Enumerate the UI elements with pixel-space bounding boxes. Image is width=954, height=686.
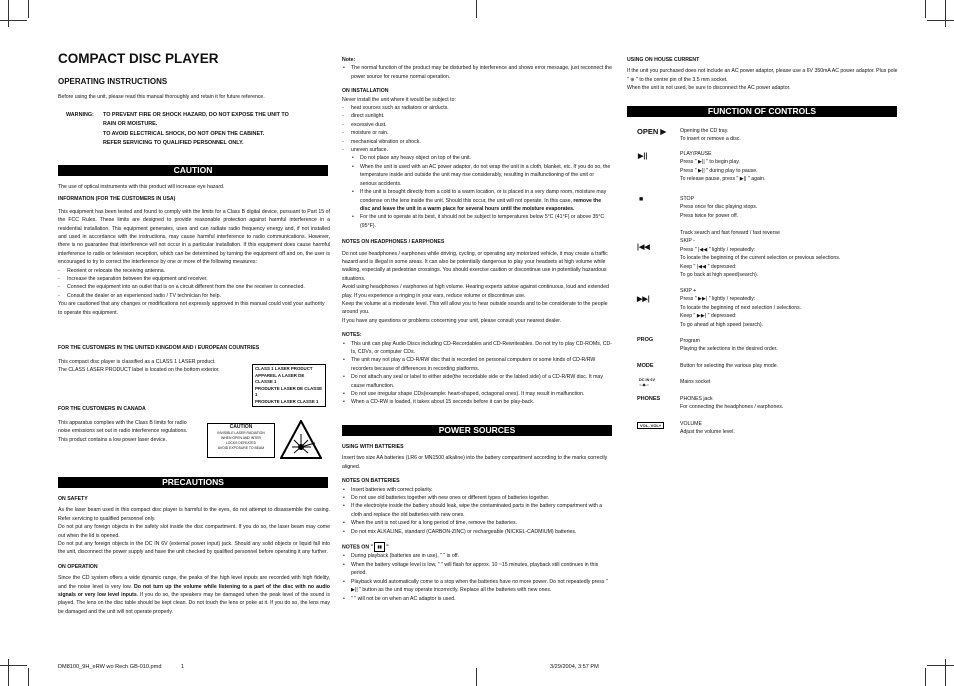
usa-list-item: - Consult the dealer or an experienced radio / TV technician for help. bbox=[58, 292, 330, 300]
phones-label: PHONES bbox=[637, 396, 661, 402]
control-line: SKIP - bbox=[680, 238, 695, 245]
warning-block bbox=[103, 111, 343, 149]
crop-mark bbox=[8, 659, 9, 686]
install-sub-text: If the unit is brought directly from a cold to a warm location, or is placed in a very damp room, moisture may condense on the lens inside the unit. Should this occur, the unit will not operate. In this case, bbox=[360, 189, 607, 204]
left-column bbox=[58, 50, 330, 101]
control-phones-desc bbox=[680, 395, 900, 420]
control-skip-back-desc bbox=[680, 229, 900, 287]
laser-label-line: APPAREIL A LASER DE CLASSE 1 bbox=[255, 372, 305, 384]
laser-label-line: CLASS 1 LASER PRODUCT bbox=[255, 366, 313, 371]
usa-tail: You are cautioned that any changes or modifications not expressly approved in this manual could void your authority to operate this equipment. bbox=[58, 301, 325, 316]
dc-in-icon: DC IN 6V ○-◈-○ bbox=[639, 378, 656, 387]
headphones-text: Do not use headphones / earphones while driving, cycling, or operating any motorized vehicle, it may create a traffic hazard and is illegal in some areas. It can also be potentially dangerous to play your headsets at high volume while walking, especially at pedestrian crossings. You should exercise caution or discontinue use in potentially hazardous situations. bbox=[342, 250, 608, 282]
warning-line: REFER SERVICING TO QUALIFIED PERSONNEL ONLY. bbox=[103, 140, 244, 147]
uk-text-2: The CLASS LASER PRODUCT label is located on the bottom exterior. bbox=[58, 367, 220, 374]
canada-text-block bbox=[58, 419, 198, 444]
footer-file: DM8100_9H_eRW wo Rech GB-010.pmd bbox=[58, 664, 162, 670]
control-line: SKIP + bbox=[680, 288, 697, 294]
control-line: PLAY/PAUSE bbox=[680, 151, 712, 157]
operation-text-b: Do not turn up the volume while listening to a part of the disc with no audio signals or very low level inputs bbox=[58, 583, 330, 599]
control-line: Mains socket bbox=[680, 379, 711, 385]
house-heading: USING ON HOUSE CURRENT bbox=[627, 57, 700, 63]
skip-forward-icon: ▶▶| bbox=[637, 296, 650, 303]
notes-on-item: • " " will not be on when an AC adaptor is used. bbox=[342, 595, 612, 603]
install-item: - mechanical vibration or shock. bbox=[342, 138, 612, 146]
control-line: Press once for disc playing stops. bbox=[680, 204, 758, 211]
precautions-bar: PRECAUTIONS bbox=[58, 477, 328, 488]
control-line: To go ahead at high speed (search). bbox=[680, 321, 764, 328]
install-sub-item bbox=[342, 188, 612, 213]
control-mode-desc bbox=[680, 362, 900, 378]
crop-mark bbox=[8, 0, 9, 27]
notes-item: • When a CD-RW is loaded, it takes about 15 seconds before it can be play-back. bbox=[342, 398, 612, 406]
notes-on-item: • When the battery voltage level is low, " " will flash for approx. 10 ~15 minutes, playback still continues in this period. bbox=[342, 561, 612, 578]
mode-label: MODE bbox=[637, 363, 654, 369]
install-sub-item: • For the unit to operate at its best, it should not be subject to temperatures below 5°C (41°F) or above 35°C (95°F). bbox=[342, 213, 612, 230]
headphones-text-2: Avoid using headphones / earphones at high volume. Hearing experts advise against continuous, loud and extended play. If you experience a ringing in your ears, reduce volume or discontinue use. bbox=[342, 284, 609, 299]
notes-item: • The unit may not play a CD-R/RW disc that is recorded on personal computers or some kinds of CD-R/RW recorders because of differences in recording platforms. bbox=[342, 356, 612, 373]
caution-text: The use of optical instruments with this product will increase eye hazard. bbox=[58, 184, 225, 190]
notes-heading: NOTES: bbox=[342, 332, 362, 339]
control-line: To locate the beginning of next selection / selections. bbox=[680, 304, 802, 311]
caution-bar: CAUTION bbox=[58, 165, 328, 176]
volume-icon: VOL- VOL+ bbox=[637, 422, 664, 429]
usa-list-item: - Increase the separation between the equipment and receiver. bbox=[58, 275, 330, 283]
operation-heading: ON OPERATION bbox=[58, 563, 98, 570]
caution-label-title: CAUTION bbox=[229, 424, 253, 430]
control-line: Playing the selections in the desired order. bbox=[680, 346, 778, 353]
control-skip-forward-desc bbox=[680, 287, 900, 337]
canada-text: This apparatus complies with the Class B limits for radio noise emissions set out in radio interference regulations. bbox=[58, 420, 188, 435]
laser-label-line: PRODUKTE LASER CLASSE 1 bbox=[255, 398, 319, 404]
crop-mark bbox=[0, 665, 27, 666]
usa-list-item: - Reorient or relocate the receiving antenna. bbox=[58, 267, 330, 275]
operation-text-c: . If you do so, the speakers may be damaged when the peak level of the sound is played. The lens on the disc table should be kept clean. Do not touch the lens or poke at it. If you do so, the lens may be damaged and the unit will not operate properly. bbox=[58, 592, 330, 615]
crop-mark bbox=[927, 665, 954, 666]
control-line: Adjust the volume level. bbox=[680, 429, 735, 436]
battery-item: • When the unit is not used for a long period of time, remove the batteries. bbox=[342, 519, 612, 527]
control-line: To go back at high speed(search). bbox=[680, 272, 759, 279]
right-column-top bbox=[627, 56, 899, 93]
control-line: Press " ▶|| " during play to pause. bbox=[680, 167, 758, 174]
class1-laser-label bbox=[252, 364, 326, 407]
caution-label-line: INVISIBLE LASER RADIATION bbox=[217, 431, 265, 435]
safety-p3: Do not put any foreign objects in the DC IN 6V (external power input) jack. Should any solid objects or liquid fall into the unit, disconnect the power supply and have the unit checked by qualified personnel before operating it any further. bbox=[58, 541, 330, 556]
notes-on-heading: NOTES ON " bbox=[342, 544, 373, 551]
install-item: - heat sources such as radiators or airducts. bbox=[342, 104, 612, 112]
house-text-2: When the unit is not used, be sure to disconnect the AC power adaptor. bbox=[627, 85, 791, 92]
crop-mark bbox=[476, 0, 477, 18]
safety-p2: Do not put any foreign objects in the safety slot inside the disc compartment. If you do so, the laser beam may come out when the lid is opened. bbox=[58, 524, 330, 539]
crop-mark bbox=[0, 20, 27, 21]
control-open-desc bbox=[680, 127, 900, 150]
notes-item: • This unit can play Audio Discs including CD-Recordables and CD-Rewriteables. Do not try to play CD-ROMs, CD-Is, CDVs, or computer CDs. bbox=[342, 340, 612, 357]
play-pause-icon: ▶|| bbox=[638, 153, 648, 160]
notes-on-item: • Playback would automatically come to a stop when the batteries have no more power. Do not repeatedly press " ▶|| " button as the unit may operate incorrectly. Replace all the batteries with new ones. bbox=[342, 578, 612, 595]
warning-line: RAIN OR MOISTURE. bbox=[103, 121, 158, 128]
open-icon: OPEN ▶ bbox=[637, 127, 667, 136]
control-stop-desc bbox=[680, 195, 900, 229]
control-line: To locate the beginning of the current selection or previous selections. bbox=[680, 255, 841, 262]
crop-mark bbox=[925, 0, 926, 18]
control-volume-desc bbox=[680, 420, 900, 437]
usa-list-item: - Connect the equipment into an outlet that is on a circuit different from the one the receiver is connected. bbox=[58, 283, 330, 291]
crop-mark bbox=[28, 0, 29, 18]
control-line: Button for selecting the various play mode. bbox=[680, 363, 779, 369]
notes-batteries-heading: NOTES ON BATTERIES bbox=[342, 478, 400, 485]
footer-page: 1 bbox=[181, 664, 185, 670]
prog-label: PROG bbox=[637, 337, 654, 343]
caution-section bbox=[58, 183, 330, 317]
control-line: VOLUME bbox=[680, 421, 702, 427]
crop-mark bbox=[945, 659, 946, 686]
caution-label-line: LOCKS DEFEATED bbox=[225, 441, 257, 445]
install-heading: ON INSTALLATION bbox=[342, 88, 389, 95]
control-line: To insert or remove a disc. bbox=[680, 136, 741, 143]
operation-paragraph bbox=[58, 574, 330, 616]
caution-label-line: WHEN OPEN AND INTER bbox=[221, 436, 261, 440]
note-item: • The normal function of the product may be disturbed by interference and shows error message, just reconnect the power source for resume normal operation. bbox=[342, 64, 612, 81]
warning-label: WARNING: bbox=[66, 112, 94, 118]
uk-text-block bbox=[58, 358, 234, 375]
warning-line: TO PREVENT FIRE OR SHOCK HAZARD, DO NOT EXPOSE THE UNIT TO bbox=[103, 112, 289, 118]
skip-back-icon: |◀◀ bbox=[637, 244, 650, 251]
warning-line: TO AVOID ELECTRICAL SHOCK, DO NOT OPEN THE CABINET. bbox=[103, 130, 265, 137]
control-line: To release pause, press " ▶|| " again. bbox=[680, 176, 766, 183]
control-line: Track search and fast forward / fast reverse bbox=[680, 230, 780, 236]
crop-mark bbox=[925, 668, 926, 686]
battery-item: • Do not use old batteries together with new ones or different types of batteries together. bbox=[342, 494, 612, 502]
uk-text-1: This compact disc player is classified as a CLASS 1 LASER product. bbox=[58, 359, 216, 365]
precautions-section bbox=[58, 495, 330, 616]
controls-descriptions bbox=[680, 127, 900, 437]
install-sub-item: • Do not place any heavy object on top of the unit. bbox=[342, 154, 612, 162]
middle-column bbox=[342, 56, 612, 407]
canada-heading: FOR THE CUSTOMERS IN CANADA bbox=[58, 406, 146, 412]
control-line: STOP bbox=[680, 196, 695, 202]
power-section bbox=[342, 443, 612, 603]
laser-label-line: PRODUKTE LASER DE CLASSE 1 bbox=[255, 385, 323, 397]
battery-item: • If the electrolyte inside the battery should leak, wipe the contaminated parts in the battery compartment with a cloth and replace the old batteries with new ones. bbox=[342, 502, 612, 519]
function-controls-bar: FUNCTION OF CONTROLS bbox=[627, 106, 897, 117]
page-title: COMPACT DISC PLAYER bbox=[58, 51, 219, 66]
laser-warning-icon bbox=[280, 420, 322, 460]
usa-heading: INFORMATION (FOR THE CUSTOMERS IN USA) bbox=[58, 196, 176, 203]
house-text: If the unit you purchased does not include an AC power adaptor, please use a 6V 350mA AC power adaptor. Plus pole " ⊕ " to the centre pin of the 3.5 mm socket. bbox=[627, 68, 898, 83]
crop-mark bbox=[28, 668, 29, 686]
crop-mark bbox=[945, 0, 946, 27]
control-line: Keep " |◀◀ " depressed: bbox=[680, 263, 737, 270]
headphones-text-3: Keep the volume at a moderate level. This will allow you to hear outside sounds and to be considerate to the people around you. bbox=[342, 300, 608, 316]
control-line: Press twice for power off. bbox=[680, 212, 739, 219]
safety-p1: As the laser beam used in this compact disc player is harmful to the eyes, do not attempt to disassemble the casing. Refer servicing to qualified personnel only. bbox=[58, 507, 330, 522]
control-line: Program bbox=[680, 338, 700, 344]
laser-caution-label bbox=[207, 423, 275, 458]
battery-item: • Insert batteries with correct polarity. bbox=[342, 486, 612, 494]
install-sub-item: • When the unit is used with an AC power adaptor, do not wrap the unit in a cloth, blanket, etc. If you do so, the temperature inside and outside the unit may rise considerably, resulting in malfunctioning of the unit or serious accidents. bbox=[342, 163, 612, 188]
control-prog-desc bbox=[680, 337, 900, 362]
headphones-text-4: If you have any questions or problems concerning your unit, please consult your nearest dealer. bbox=[342, 317, 562, 324]
install-item: - uneven surface. bbox=[342, 146, 612, 154]
install-item: - moisture or rain. bbox=[342, 129, 612, 137]
dc-in-label: DC IN 6V bbox=[639, 378, 656, 382]
operating-heading: OPERATING INSTRUCTIONS bbox=[58, 77, 168, 86]
safety-heading: ON SAFETY bbox=[58, 496, 88, 502]
usa-text: This equipment has been tested and found to comply with the limits for a Class B digital device, pursuant to Part 15 of the FCC Rules. These limits are designed to provide reasonable protection against harmful interference in a residential installation. This equipment generates, uses and can radiate radio frequency energy and, if not installed and used in accordance with the instructions, may cause harmful interference to radio communications. However, there is no guarantee that interference will not occur in a particular installation. If this equipment does cause harmful interference to radio or television reception, which can be determined by turning the equipment off and on, the user is encouraged to try to correct the interference by one or more of the following measures: bbox=[58, 208, 330, 266]
control-line: Press " ▶▶| " lightly / repeatedly: bbox=[680, 296, 756, 303]
power-sources-bar: POWER SOURCES bbox=[342, 425, 612, 436]
headphones-heading: NOTES ON HEADPHONES / EARPHONES bbox=[342, 239, 445, 246]
crop-mark bbox=[476, 668, 477, 686]
uk-heading: FOR THE CUSTOMERS IN THE UNITED KINGDOM AND / EUROPEAN COUNTRIES bbox=[58, 345, 260, 351]
control-dcin-desc bbox=[680, 378, 900, 395]
batteries-heading: USING WITH BATTERIES bbox=[342, 444, 404, 450]
notes-item: • Do not attach any seal or label to either side(the recordable side or the labled side) of a CD-R/RW disc. It may cause malfunction. bbox=[342, 373, 612, 390]
install-item: - excessive dust. bbox=[342, 121, 612, 129]
control-line: For connecting the headphones / earphones. bbox=[680, 404, 784, 411]
operating-text: Before using the unit, please read this manual thoroughly and retain it for future reference. bbox=[58, 94, 265, 100]
control-line: Opening the CD tray. bbox=[680, 128, 729, 134]
caution-label-line: AVOID EXPOSURE TO BEAM bbox=[217, 446, 265, 450]
notes-on-item: • During playback (batteries are in use), " " is off. bbox=[342, 552, 612, 560]
control-line: PHONES jack bbox=[680, 396, 713, 402]
note-heading: Note: bbox=[342, 57, 356, 63]
control-line: Keep " ▶▶| " depressed: bbox=[680, 313, 737, 320]
install-item: - direct sunlight. bbox=[342, 112, 612, 120]
batteries-text: Insert two size AA batteries (LR6 or MN1500 alkaline) into the battery compartment according to the marks correctly aligned. bbox=[342, 455, 608, 470]
crop-mark bbox=[927, 20, 954, 21]
stop-icon: ■ bbox=[639, 196, 644, 203]
control-play-desc bbox=[680, 150, 900, 195]
operation-text-a: Since the CD system offers a wide dynamic range, the peaks of the high level inputs are recorded with high fidelity, and the noise level is very low. bbox=[58, 575, 330, 590]
footer-date: 3/29/2004, 3:57 PM bbox=[550, 664, 599, 670]
notes-item: • Do not use irregular shape CDs(example: heart-shaped, octagonal ones). It may result in malfunction. bbox=[342, 390, 612, 398]
install-intro: Never install the unit where it would be subject to: bbox=[342, 96, 456, 103]
control-line: Press " |◀◀ " lightly / repeatedly: bbox=[680, 246, 756, 253]
canada-text-2: This product contains a low power laser device. bbox=[58, 436, 167, 443]
battery-item: • Do not mix ALKALINE, standard (CARBON-ZINC) or rechargeable (NICKEL-CADMIUM) batteries. bbox=[342, 528, 612, 536]
install-sub-bold: remove the disc and leave the unit in a warm place for several hours until the moisture evaporates. bbox=[360, 197, 602, 212]
battery-icon: ▮▮ bbox=[374, 542, 384, 552]
notes-on-heading-row: NOTES ON " ▮▮ " bbox=[342, 544, 389, 551]
control-line: Press " ▶|| " to begin play. bbox=[680, 159, 740, 166]
